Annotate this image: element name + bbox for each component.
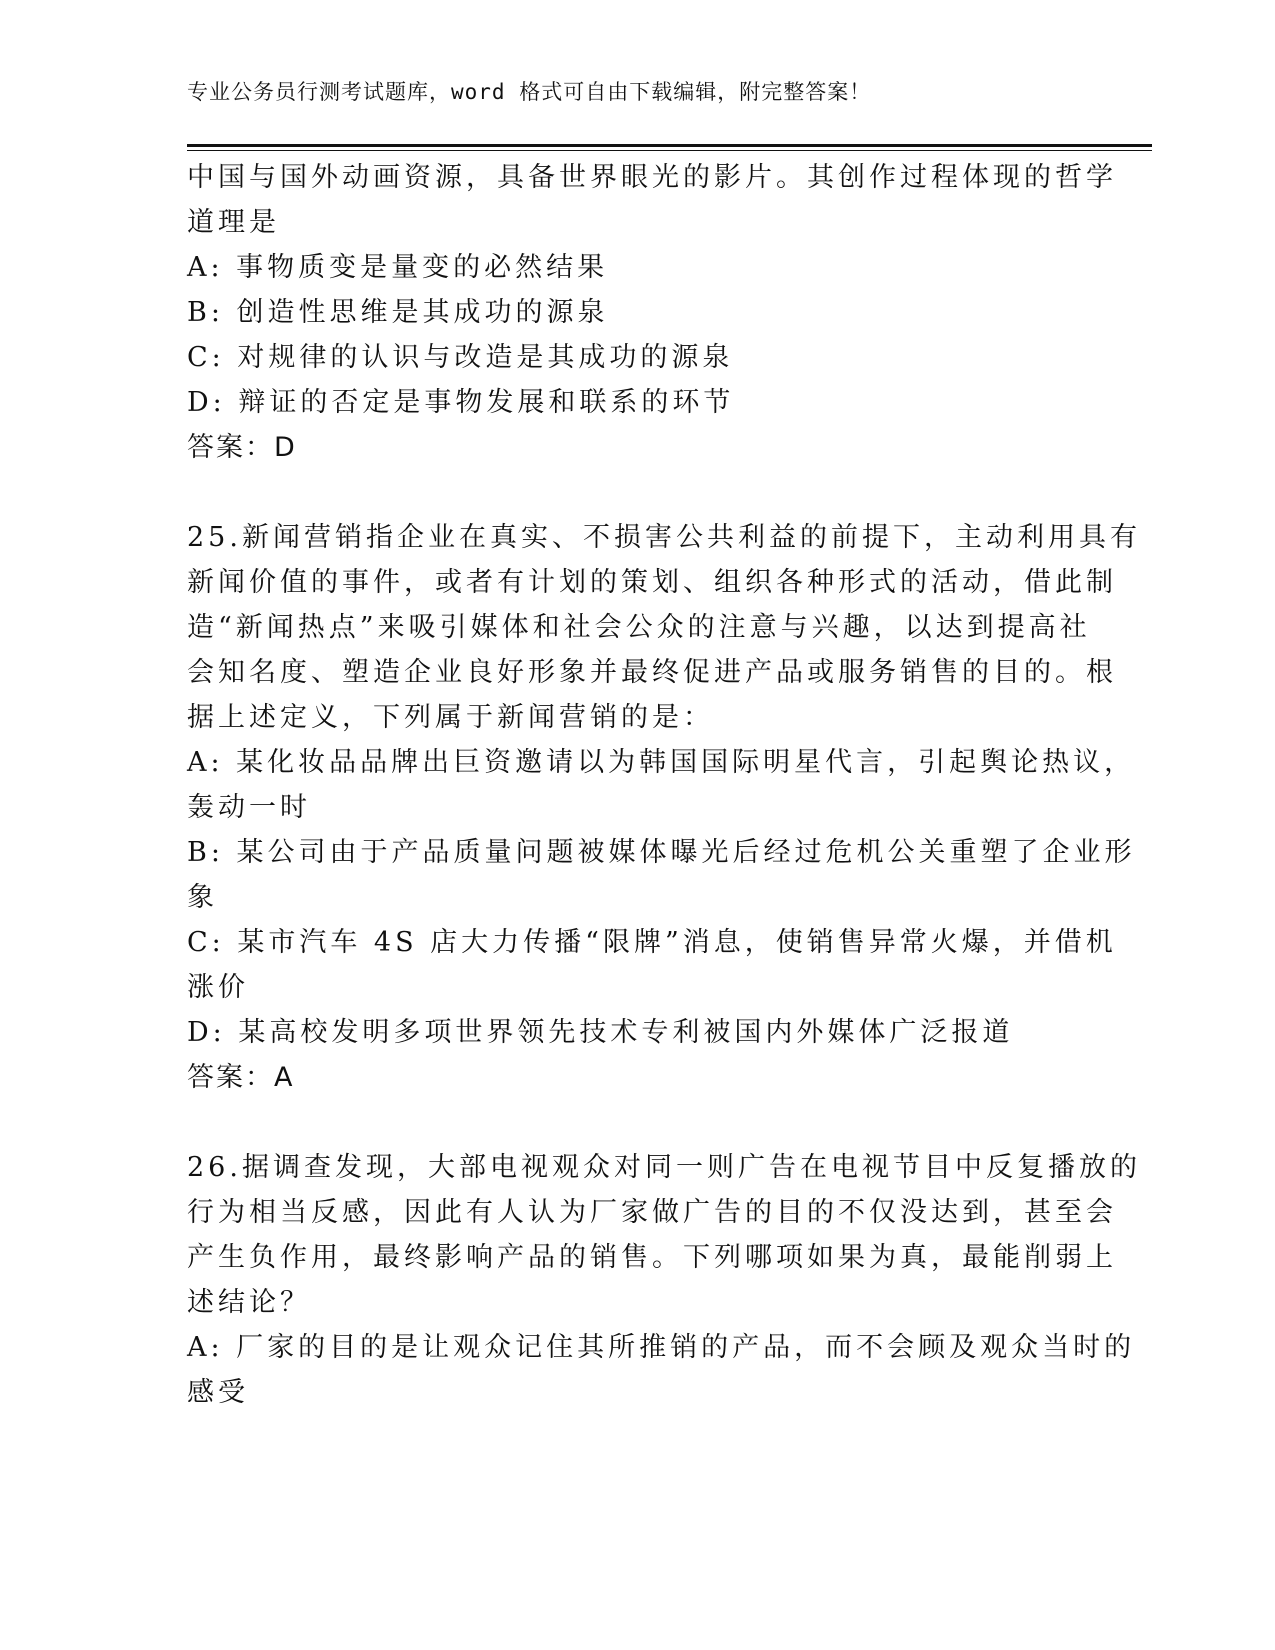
option-a: A: 某化妆品品牌出巨资邀请以为韩国国际明星代言，引起舆论热议， (187, 747, 1136, 778)
header-rule-thick (187, 144, 1152, 147)
option-d: D: 某高校发明多项世界领先技术专利被国内外媒体广泛报道 (187, 1017, 1014, 1048)
answer-line: 答案：D (187, 432, 297, 463)
question-stem-line: 行为相当反感，因此有人认为厂家做广告的目的不仅没达到，甚至会 (187, 1197, 1117, 1228)
question-stem-line: 道理是 (187, 207, 280, 238)
header-rule-thin (187, 150, 1152, 151)
option-c: C: 某市汽车 4S 店大力传播“限牌”消息，使销售异常火爆，并借机 (187, 927, 1117, 958)
question-stem-line: 据上述定义，下列属于新闻营销的是： (187, 702, 714, 733)
option-a: A: 厂家的目的是让观众记住其所推销的产品，而不会顾及观众当时的 (187, 1332, 1136, 1363)
question-stem-line: 新闻价值的事件，或者有计划的策划、组织各种形式的活动，借此制 (187, 567, 1117, 598)
spacer (187, 1100, 1087, 1145)
question-stem-line: 造“新闻热点”来吸引媒体和社会公众的注意与兴趣，以达到提高社 (187, 612, 1091, 643)
option-b: B: 创造性思维是其成功的源泉 (187, 297, 609, 328)
question-content (187, 155, 1141, 1415)
question-stem-line: 26.据调查发现，大部电视观众对同一则广告在电视节目中反复播放的 (187, 1152, 1141, 1183)
page-header: 专业公务员行测考试题库，word 格式可自由下载编辑，附完整答案！ (187, 80, 872, 104)
question-stem-line: 25.新闻营销指企业在真实、不损害公共利益的前提下，主动利用具有 (187, 522, 1141, 553)
question-stem-line: 产生负作用，最终影响产品的销售。下列哪项如果为真，最能削弱上 (187, 1242, 1117, 1273)
question-stem-line: 中国与国外动画资源，具备世界眼光的影片。其创作过程体现的哲学 (187, 162, 1117, 193)
option-d: D: 辩证的否定是事物发展和联系的环节 (187, 387, 735, 418)
spacer (187, 470, 1087, 515)
answer-line: 答案：A (187, 1062, 295, 1093)
question-26 (187, 1145, 1141, 1415)
question-25 (187, 515, 1141, 1100)
question-stem-line: 述结论？ (187, 1287, 311, 1318)
option-a-continued: 轰动一时 (187, 792, 311, 823)
option-b: B: 某公司由于产品质量问题被媒体曝光后经过危机公关重塑了企业形 (187, 837, 1136, 868)
option-c: C: 对规律的认识与改造是其成功的源泉 (187, 342, 734, 373)
option-b-continued: 象 (187, 882, 218, 913)
option-a: A: 事物质变是量变的必然结果 (187, 252, 609, 283)
option-a-continued: 感受 (187, 1377, 249, 1408)
question-stem-line: 会知名度、塑造企业良好形象并最终促进产品或服务销售的目的。根 (187, 657, 1117, 688)
question-24 (187, 155, 1117, 470)
option-c-continued: 涨价 (187, 972, 249, 1003)
